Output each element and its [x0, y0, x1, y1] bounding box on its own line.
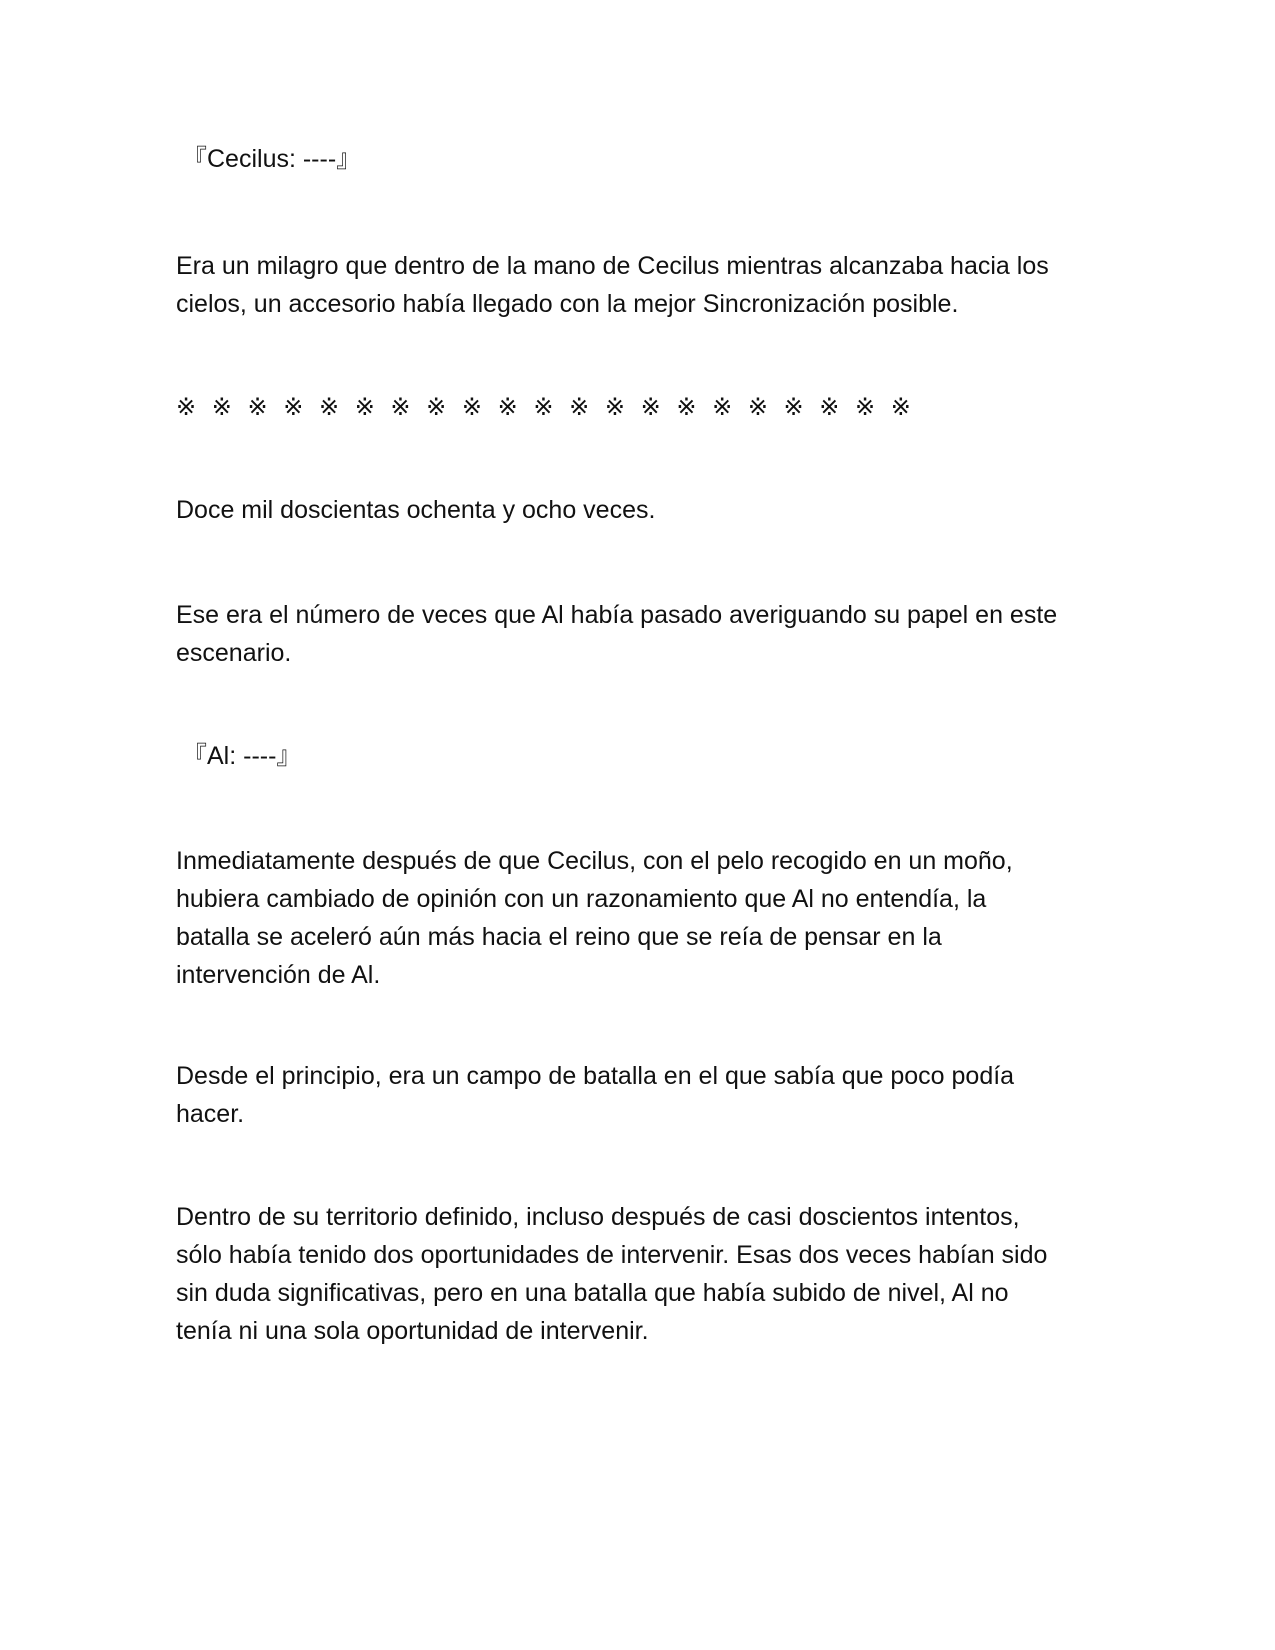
paragraph-miracle: [176, 247, 1116, 323]
paragraph-count: [176, 491, 1116, 529]
text-line: escenario.: [176, 639, 292, 667]
paragraph-territory: [176, 1198, 1116, 1350]
paragraph-battle: [176, 842, 1116, 994]
text-line: 『Cecilus: ----』: [182, 145, 362, 173]
divider-marks: ※ ※ ※ ※ ※ ※ ※ ※ ※ ※ ※ ※ ※ ※ ※ ※ ※ ※ ※ ※ ※: [176, 393, 913, 421]
dialogue-cecilus: [182, 140, 1122, 178]
text-line: cielos, un accesorio había llegado con la mejor Sincronización posible.: [176, 290, 959, 318]
text-line: sólo había tenido dos oportunidades de intervenir. Esas dos veces habían sido: [176, 1241, 1048, 1269]
text-line: hubiera cambiado de opinión con un razonamiento que Al no entendía, la: [176, 885, 987, 913]
text-line: Dentro de su territorio definido, incluso después de casi doscientos intentos,: [176, 1203, 1020, 1231]
text-line: intervención de Al.: [176, 961, 381, 989]
text-line: Inmediatamente después de que Cecilus, con el pelo recogido en un moño,: [176, 847, 1013, 875]
dialogue-al: [182, 737, 1122, 775]
text-line: Desde el principio, era un campo de batalla en el que sabía que poco podía: [176, 1062, 1015, 1090]
text-line: Ese era el número de veces que Al había pasado averiguando su papel en este: [176, 601, 1058, 629]
text-line: Doce mil doscientas ochenta y ocho veces.: [176, 496, 656, 524]
text-line: batalla se aceleró aún más hacia el reino que se reía de pensar en la: [176, 923, 942, 951]
section-divider: [176, 388, 1116, 426]
text-line: Era un milagro que dentro de la mano de Cecilus mientras alcanzaba hacia los: [176, 252, 1049, 280]
text-line: sin duda significativas, pero en una batalla que había subido de nivel, Al no: [176, 1279, 1009, 1307]
text-line: tenía ni una sola oportunidad de intervenir.: [176, 1317, 649, 1345]
paragraph-role: [176, 596, 1116, 672]
paragraph-battlefield: [176, 1057, 1116, 1133]
text-line: hacer.: [176, 1100, 245, 1128]
text-line: 『Al: ----』: [182, 742, 302, 770]
